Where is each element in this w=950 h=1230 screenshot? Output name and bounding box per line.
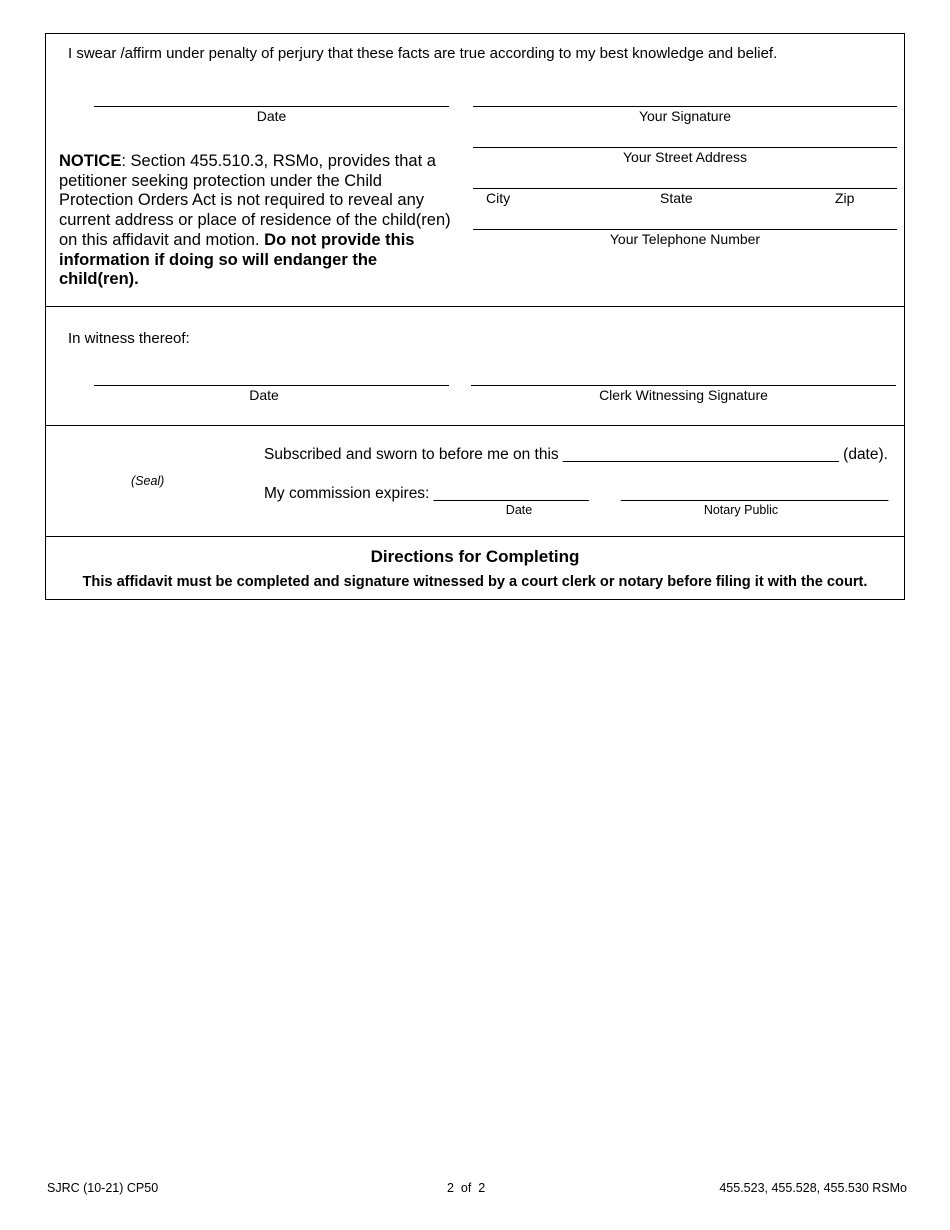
witness-date-label: Date [249, 387, 279, 403]
subscribed-text: Subscribed and sworn to before me on this [264, 446, 559, 463]
date-suffix: (date). [843, 446, 888, 463]
notary-signature-blank[interactable]: _______________________________ [621, 485, 889, 502]
subscribed-line [264, 446, 888, 464]
telephone-label: Your Telephone Number [609, 231, 761, 247]
directions-title: Directions for Completing [370, 547, 580, 566]
signature-line[interactable] [473, 106, 897, 107]
commission-date-blank[interactable]: __________________ [433, 485, 589, 502]
subscribed-date-blank[interactable]: ________________________________ [562, 446, 839, 463]
notary-public-label: Notary Public [703, 503, 779, 517]
commission-line [264, 485, 589, 503]
clerk-signature-line[interactable] [471, 385, 896, 386]
city-label: City [486, 190, 511, 206]
signature-label: Your Signature [638, 108, 732, 124]
page-of: of [460, 1181, 472, 1195]
notice-text: : Section 455.510.3, RSMo, provides that a petitioner seeking protection under the Child Protection Orders Act is not required to reveal any current address or place of residence of the child(ren) on this affidavit and motion. [59, 152, 451, 249]
street-address-label: Your Street Address [622, 149, 747, 165]
telephone-line[interactable] [473, 229, 897, 230]
section-divider [46, 306, 904, 307]
witness-intro: In witness thereof: [68, 330, 190, 347]
affiant-date-line[interactable] [94, 106, 449, 107]
affiant-date-label: Date [256, 108, 287, 124]
commission-text: My commission expires: [264, 485, 430, 502]
clerk-signature-label: Clerk Witnessing Signature [599, 387, 768, 403]
affidavit-form [45, 33, 905, 600]
witness-date-line[interactable] [94, 385, 449, 386]
section-divider [46, 425, 904, 426]
section-divider [46, 536, 904, 537]
oath-statement: I swear /affirm under penalty of perjury that these facts are true according to my best knowledge and belief. [68, 45, 778, 62]
page-current: 2 [447, 1181, 454, 1195]
street-address-line[interactable] [473, 147, 897, 148]
zip-label: Zip [835, 190, 855, 206]
directions-body: This affidavit must be completed and signature witnessed by a court clerk or notary before filing it with the court. [82, 574, 868, 590]
page-total: 2 [478, 1181, 486, 1195]
form-id: SJRC (10-21) CP50 [47, 1181, 159, 1195]
statute-references: 455.523, 455.528, 455.530 RSMo [719, 1181, 907, 1195]
page-number [447, 1181, 485, 1195]
commission-date-label: Date [505, 503, 533, 517]
notice-heading: NOTICE [59, 152, 122, 170]
notice-paragraph [59, 152, 459, 290]
city-state-zip-line[interactable] [473, 188, 897, 189]
seal-label: (Seal) [131, 474, 165, 488]
state-label: State [660, 190, 693, 206]
notice-warning: Do not provide this information if doing so will endanger the child(ren). [59, 230, 415, 289]
